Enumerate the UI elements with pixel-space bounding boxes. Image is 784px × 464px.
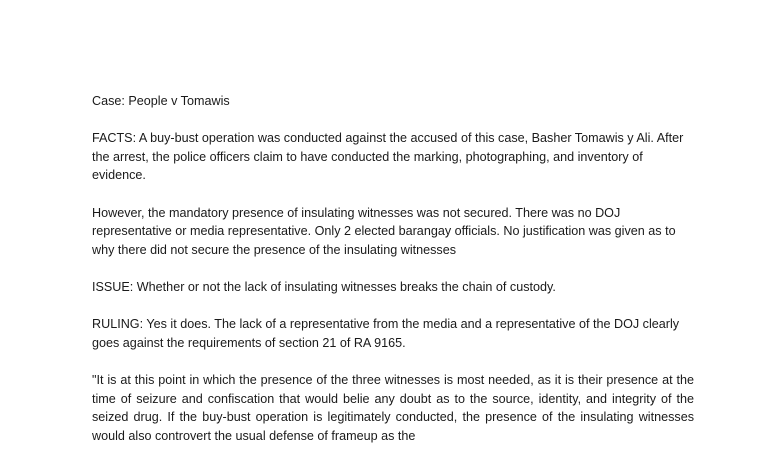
ruling-paragraph: RULING: Yes it does. The lack of a representative from the media and a representative of the DOJ clearly goes against the requirements of section 21 of RA 9165. [92, 317, 680, 350]
case-title: Case: People v Tomawis [92, 94, 230, 108]
facts-continued-paragraph: However, the mandatory presence of insulating witnesses was not secured. There was no DOJ representative or media representative. Only 2 elected barangay officials. No justification was given as to why there did not secure the presence of the insulating witnesses [92, 205, 676, 257]
issue-paragraph: ISSUE: Whether or not the lack of insulating witnesses breaks the chain of custody. [92, 279, 556, 294]
facts-paragraph: FACTS: A buy-bust operation was conducted against the accused of this case, Basher Tomawis y Ali. After the arrest, the police officers claim to have conducted the marking, photographing, and inventory of evidence. [92, 131, 684, 183]
quote-paragraph: "It is at this point in which the presence of the three witnesses is most needed, as it is their presence at the time of seizure and confiscation that would belie any doubt as to the source, identity, and integrity of the seized drug. If the buy-bust operation is legitimately conducted, the presence of the insulating witnesses would also controvert the usual defense of frameup as the [92, 372, 694, 443]
document-body [92, 92, 694, 464]
